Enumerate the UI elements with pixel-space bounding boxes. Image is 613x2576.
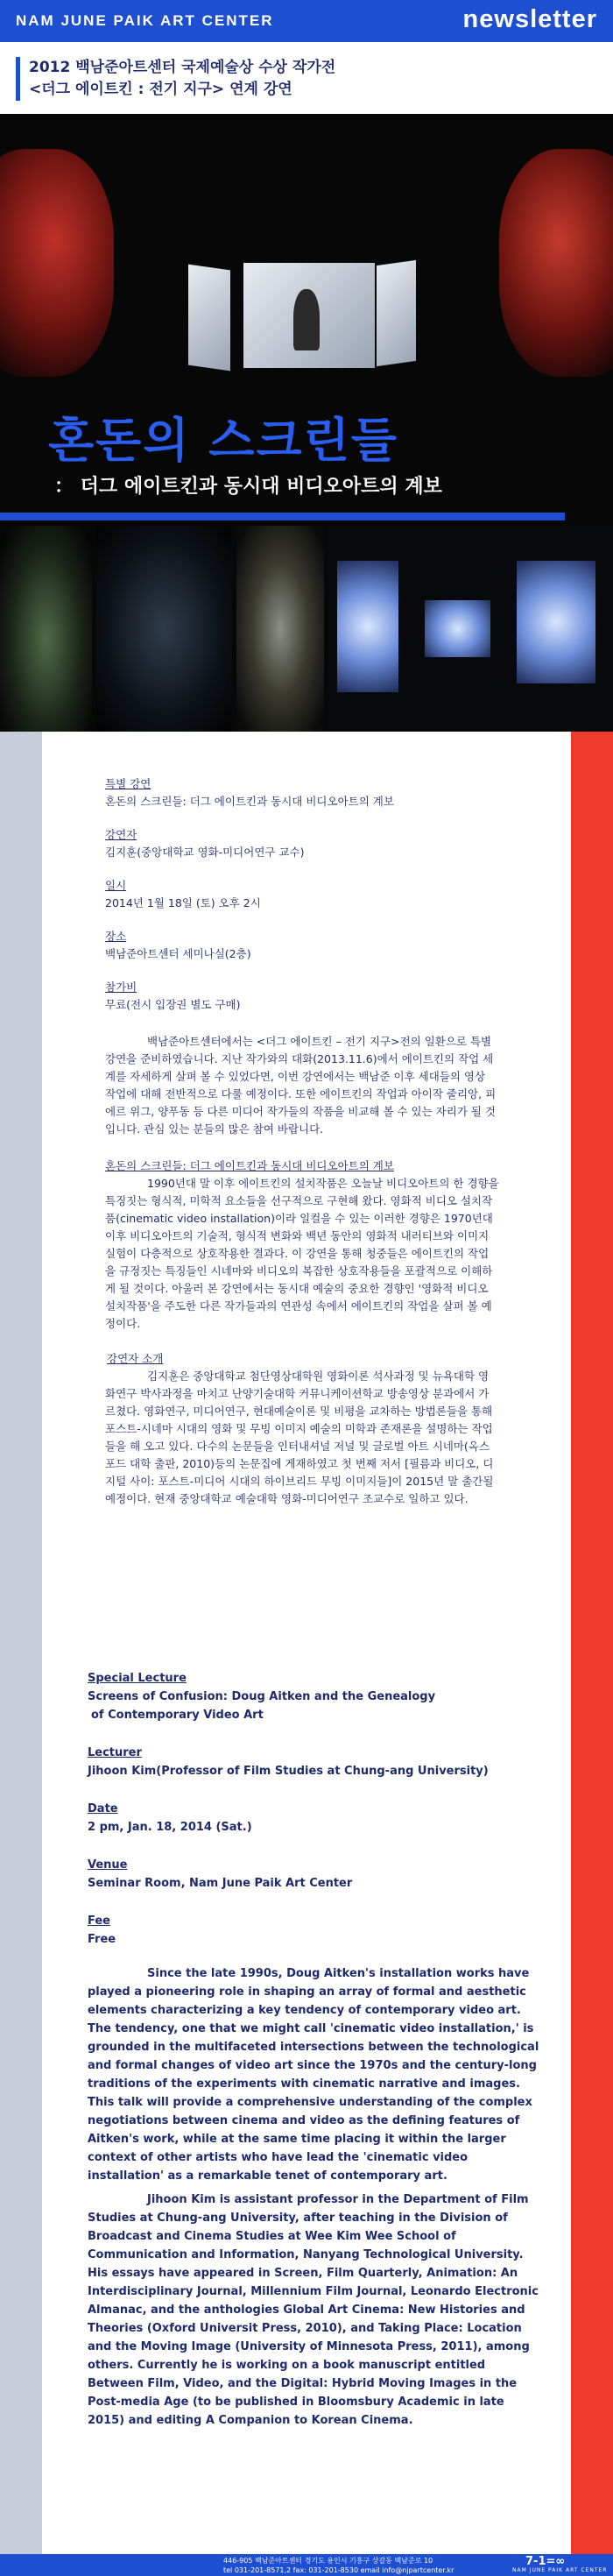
headline [16, 57, 589, 101]
fee-value-kr: 무료(전시 입장권 별도 구매) [105, 998, 241, 1011]
paragraph-1-en: Since the late 1990s, Doug Aitken's installation works have played a pioneering role in shaping an array of formal and aesthetic elements characterizing a key tendency of contemporary video art. The tendency, one that we might call 'cinematic video installation,' is grounded in the multifaceted intersections between the technological and formal changes of video art since the 1970s and the century-long traditions of the experiments with cinematic narrative and images. This talk will provide a comprehensive understanding of the complex negotiations between cinema and video as the defining features of Aitken's work, while at the same time placing it within the larger context of other artists who have lead the 'cinematic video installation' as a remarkable tenet of contemporary art. [88, 1967, 539, 2183]
paragraph-2-en: Jihoon Kim is assistant professor in the Department of Film Studies at Chung-ang University, after teaching in the Division of Broadcast and Cinema Studies at Wee Kim Wee School of Communication and Information, Nanyang Technological University. His essays have appeared in Screen, Film Quarterly, Animation: An Interdisciplinary Journal, Millennium Film Journal, Leonardo Electronic Almanac, and the anthologies Global Art Cinema: New Histories and Theories (Oxford Universit Press, 2010), and Taking Place: Location and the Moving Image (University of Minnesota Press, 2011), among others. Currently he is working on a book manuscript entitled Between Film, Video, and the Digital: Hybrid Moving Images in the Post-media Age (to be published in Bloomsbury Academic in late 2015) and editing A Companion to Korean Cinema. [88, 2193, 539, 2427]
date-label-kr: 일시 [105, 879, 127, 892]
footer-contact-line: tel 031-201-8571,2 fax: 031-201-8530 email info@njpartcenter.kr [223, 2566, 454, 2574]
screen-right-image [377, 260, 416, 366]
date-value-kr: 2014년 1월 18일 (토) 오후 2시 [105, 896, 261, 909]
footer-address [223, 2556, 454, 2575]
fee-label-kr: 참가비 [105, 980, 137, 994]
venue-label-kr: 장소 [105, 930, 127, 943]
section2-title-kr: 강연자 소개 [107, 1352, 164, 1365]
hero-image [0, 114, 613, 732]
lecturer-value-en: Jihoon Kim(Professor of Film Studies at Chung-ang University) [88, 1765, 489, 1778]
date-label-en: Date [88, 1802, 118, 1815]
footer-logo: 7-1=∞ [525, 2555, 566, 2568]
special-value-en-1: Screens of Confusion: Doug Aitken and the Genealogy [88, 1690, 436, 1703]
venue-label-en: Venue [88, 1858, 128, 1872]
footer-logo-subtitle: NAM JUNE PAIK ART CENTER [512, 2567, 608, 2573]
fee-label-en: Fee [88, 1914, 110, 1928]
date-value-en: 2 pm, Jan. 18, 2014 (Sat.) [88, 1821, 252, 1834]
divider-bar [0, 513, 565, 520]
newsletter-label: newsletter [462, 5, 597, 33]
venue-value-kr: 백남준아트센터 세미나실(2층) [105, 947, 251, 960]
silhouette-image [293, 289, 320, 350]
installation-photos [0, 526, 613, 732]
special-value-en-2: of Contemporary Video Art [91, 1709, 264, 1722]
special-label-kr: 특별 강연 [105, 777, 151, 790]
right-sidebar-stripe [571, 732, 613, 2554]
brand-name: NAM JUNE PAIK ART CENTER [16, 12, 274, 29]
lecturer-label-en: Lecturer [88, 1746, 142, 1759]
headline-line1: 2012 백남준아트센터 국제예술상 수상 작가전 [29, 59, 336, 76]
face-left-image [0, 149, 114, 377]
installation-photo-1 [0, 526, 92, 732]
lecturer-value-kr: 김지훈(중앙대학교 영화-미디어연구 교수) [105, 846, 305, 859]
lecturer-label-kr: 강연자 [105, 828, 137, 841]
screen-left-image [188, 265, 230, 372]
special-value-kr: 혼돈의 스크린들: 더그 에이트킨과 동시대 비디오아트의 계보 [105, 795, 394, 808]
section1-title-kr: 혼돈의 스크린들: 더그 에이트킨과 동시대 비디오아트의 계보 [105, 1159, 394, 1172]
face-right-image [499, 149, 613, 377]
section2-body-kr: 김지훈은 중앙대학교 첨단영상대학원 영화이론 석사과정 및 뉴욕대학 영화연구 박사과정을 마치고 난양기술대학 커뮤니케이션학교 방송영상 분과에서 가르쳤다. 영화연구, 미디어연구, 현대예술이론 및 비평을 교차하는 방법론들을 통해 포스트-시네마 시대의 영화 및 무빙 이미지 예술의 미학과 존재론을 설명하는 작업들을 해 오고 있다. 다수의 논문들을 인터내셔널 저널 및 글로벌 아트 시네마(옥스포드 대학 출판, 2010)등의 논문집에 게재하였고 첫 번째 저서 [필름과 비디오, 디지털 사이: 포스트-미디어 시대의 하이브리드 무빙 이미지들]이 2015년 말 출간될 예정이다. 현재 중앙대학교 예술대학 영화-미디어연구 조교수로 일하고 있다. [105, 1369, 494, 1505]
intro-paragraph-kr: 백남준아트센터에서는 <더그 에이트킨 – 전기 지구>전의 일환으로 특별 강연을 준비하였습니다. 지난 작가와의 대화(2013.11.6)에서 에이트킨의 작업 세계를 자세하게 살펴 볼 수 있었다면, 이번 강연에서는 백남준 이후 세대들의 영상 작업에 대해 전반적으로 다룰 예정이다. 또한 에이트킨의 작업과 아이작 줄리앙, 피에르 위그, 양푸동 등 다른 미디어 작가들의 작품을 비교해 볼 수 있는 자리가 될 것입니다. 관심 있는 분들의 많은 참여 바랍니다. [105, 1035, 497, 1136]
installation-photo-2 [96, 526, 232, 732]
static-screen-1 [337, 561, 398, 692]
left-sidebar-stripe [0, 732, 42, 2554]
section1-body-kr: 1990년대 말 이후 에이트킨의 설치작품은 오늘날 비디오아트의 한 경향을 특징짓는 형식적, 미학적 요소들을 선구적으로 구현해 왔다. 영화적 비디오 설치작품(cinematic video installation)이라 일컬을 수 있는 이러한 경향은 1970년대 이후 비디오아트의 기술적, 형식적 변화와 백년 동안의 영화적 내러티브와 이미지 실험이 다층적으로 상호작용한 결과다. 이 강연을 통해 청중들은 에이트킨의 작업을 규정짓는 특징들인 시네마와 비디오의 복잡한 상호작용들을 포괄적으로 이해하게 될 것이다. 아울러 본 강연에서는 동시대 예술의 중요한 경향인 '영화적 비디오 설치작품'을 주도한 다른 작가들과의 연관성 속에서 에이트킨의 작업을 살펴 볼 예정이다. [105, 1177, 499, 1330]
venue-value-en: Seminar Room, Nam June Paik Art Center [88, 1877, 353, 1890]
footer-address-line: 446-905 백남준아트센터 경기도 용인시 기흥구 상갈동 백남준로 10 [223, 2557, 433, 2565]
special-label-en: Special Lecture [88, 1672, 187, 1685]
installation-photo-3 [236, 526, 324, 732]
headline-line2: <더그 에이트킨 : 전기 지구> 연계 강연 [29, 81, 292, 98]
static-screen-3 [517, 561, 595, 683]
hero-title: 혼돈의 스크린들 [48, 413, 398, 468]
fee-value-en: Free [88, 1933, 116, 1946]
korean-section [105, 775, 499, 1508]
static-screen-2 [425, 600, 490, 657]
english-section [88, 1669, 543, 2441]
hero-subtitle: ： 더그 에이트킨과 동시대 비디오아트의 계보 [54, 476, 442, 498]
footer [0, 2554, 613, 2576]
top-banner [0, 0, 613, 42]
